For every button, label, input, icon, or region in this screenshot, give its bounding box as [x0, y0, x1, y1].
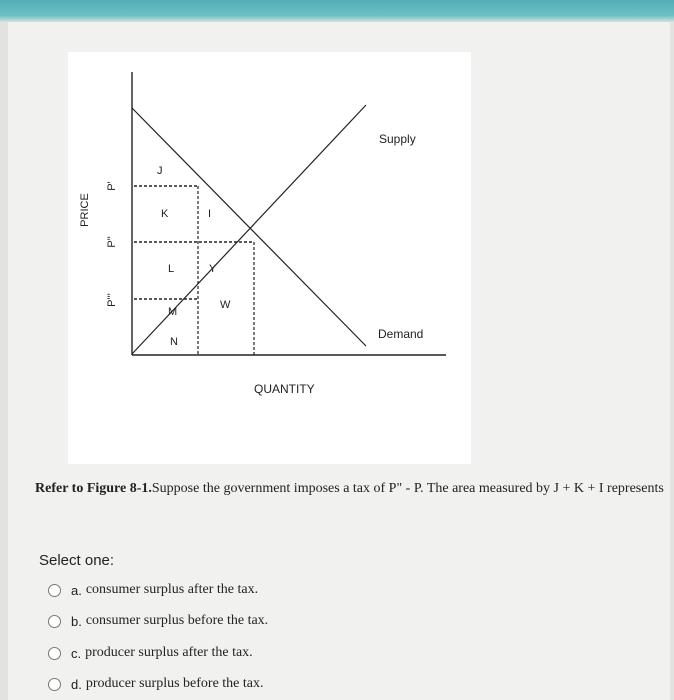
top-bar	[0, 0, 674, 22]
option-letter: a.	[71, 582, 82, 598]
region-label-m: M	[168, 306, 178, 318]
region-label-l: L	[168, 263, 175, 275]
price-axis-label: PRICE	[79, 193, 91, 227]
option-d[interactable]	[48, 673, 264, 695]
price-label-p2: P"	[106, 236, 118, 248]
option-a[interactable]	[48, 579, 258, 601]
option-text: consumer surplus after the tax.	[85, 582, 259, 597]
select-one-prompt: Select one:	[39, 552, 115, 569]
question-body: Suppose the government imposes a tax of P" - P. The area measured by J + K + I represents	[151, 481, 664, 496]
region-label-k: K	[161, 208, 169, 220]
option-letter: b.	[71, 613, 82, 629]
option-c[interactable]	[48, 642, 253, 664]
price-label-p1: P'	[106, 181, 118, 191]
radio-button-icon[interactable]	[48, 678, 61, 691]
region-label-n: N	[170, 336, 178, 348]
quantity-axis-label: QUANTITY	[254, 382, 315, 396]
option-letter: d.	[71, 676, 82, 692]
question-text	[35, 478, 674, 499]
option-text: producer surplus before the tax.	[85, 676, 264, 691]
option-text: consumer surplus before the tax.	[85, 613, 269, 628]
radio-button-icon[interactable]	[48, 615, 61, 628]
price-label-p3: P'''	[106, 293, 118, 307]
region-label-j: J	[157, 165, 163, 177]
option-letter: c.	[71, 645, 82, 661]
option-text: producer surplus after the tax.	[85, 645, 253, 660]
region-label-w: W	[220, 299, 231, 311]
figure-8-1	[68, 52, 471, 464]
radio-button-icon[interactable]	[48, 584, 61, 597]
region-label-y: Y	[209, 263, 217, 275]
figure-reference: Refer to Figure 8-1.	[35, 481, 152, 496]
option-b[interactable]	[48, 610, 268, 632]
supply-demand-graph	[68, 52, 471, 464]
radio-button-icon[interactable]	[48, 647, 61, 660]
demand-label: Demand	[378, 327, 424, 341]
question-page	[8, 22, 670, 700]
supply-label: Supply	[379, 132, 416, 146]
region-label-i: I	[208, 208, 212, 220]
